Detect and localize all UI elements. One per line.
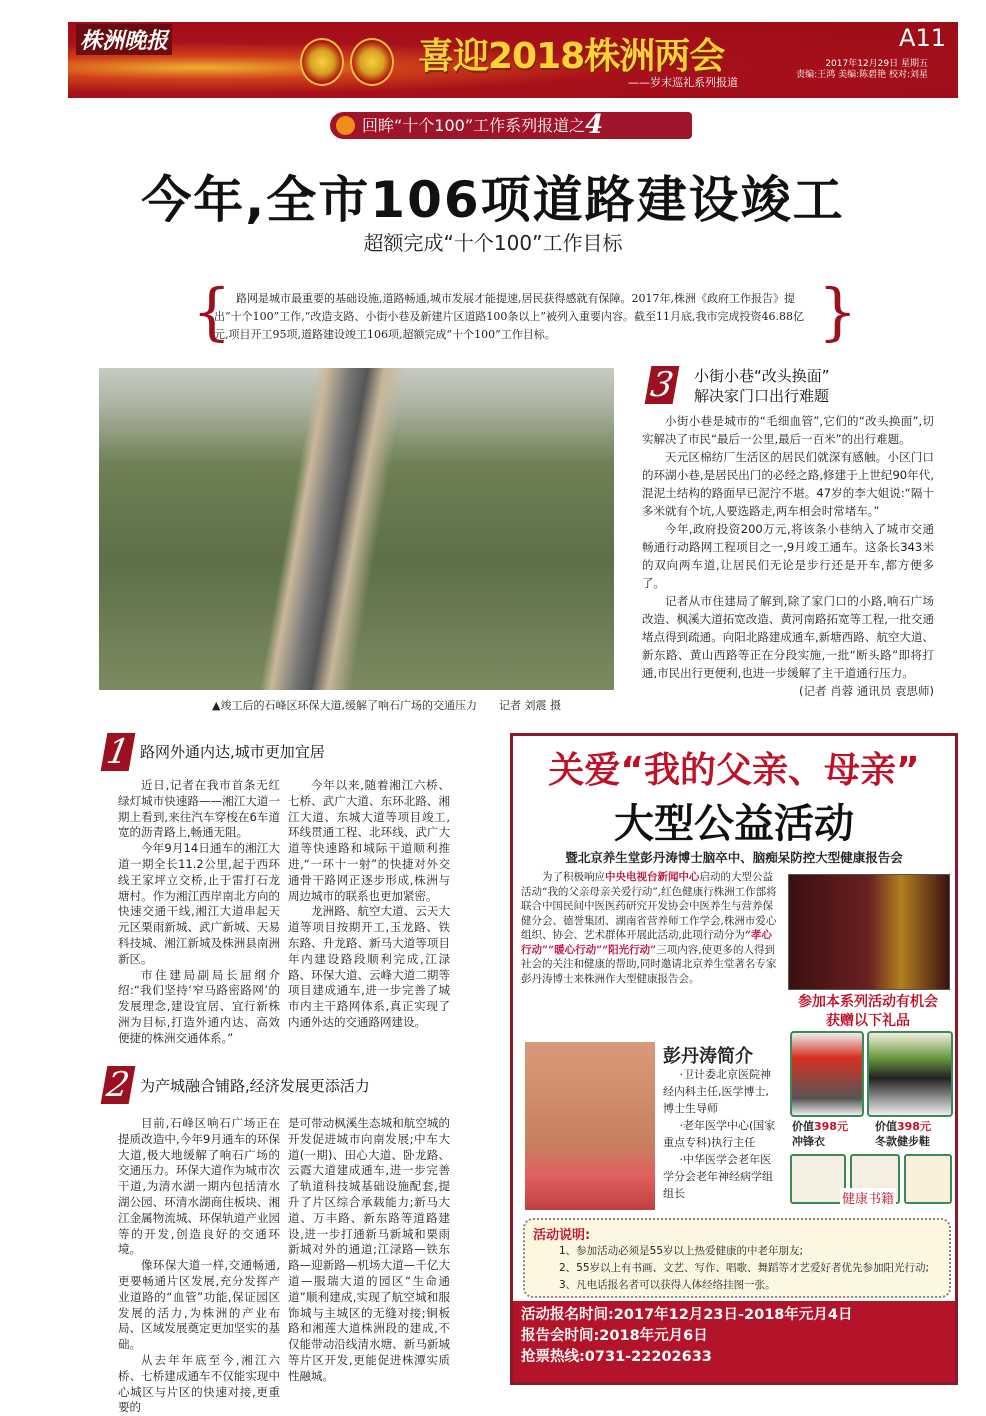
jacket-image bbox=[790, 1031, 864, 1117]
shoes-image bbox=[867, 1031, 953, 1117]
section-2-number: 2 bbox=[101, 1066, 136, 1104]
page-number: A11 bbox=[899, 24, 946, 52]
banner-meta bbox=[796, 59, 928, 81]
report-time: 报告会时间:2018年元月6日 bbox=[521, 1328, 708, 1344]
paragraph: 目前,石峰区响石广场正在提质改造中,今年9月通车的环保大道,极大地缓解了响石广场的交通压力。环保大道作为城市次干道,为清水湖一期内包括清水湖公园、环清水湖商住板块、湘江金属物流城、环保轨道产业园等的开发,创造良好的交通环境。 bbox=[118, 1116, 280, 1257]
meridian-chart-image bbox=[904, 1154, 952, 1204]
bio-list bbox=[663, 1066, 777, 1202]
paragraph: 今年,政府投资200万元,将该条小巷纳入了城市交通畅通行动路网工程项目之一,9月竣工通车。这条长343米的双向两车道,让居民们无论是步行还是开车,都方便多了。 bbox=[642, 522, 934, 590]
section-1-title: 路网外通内达,城市更加宜居 bbox=[140, 743, 325, 761]
paragraph: 从去年年底至今,湘江六桥、七桥建成通车不仅能实现中心城区与片区的快速对接,更重要的 bbox=[118, 1352, 280, 1415]
charity-event-ad bbox=[510, 733, 958, 1385]
paragraph: 记者从市住建局了解到,除了家门口的小路,响石广场改造、枫溪大道拓宽改造、黄河南路拓宽等工程,一批交通堵点得到疏通。向阳北路建成通车,新塘西路、航空大道、新东路、黄山西路等正在分段实施,一批“断头路”即将打通,市民出行更便利,也进一步缓解了主干道通行压力。 bbox=[642, 594, 934, 680]
ad-title-2: 大型公益活动 bbox=[614, 801, 854, 847]
price-label: 价值 bbox=[875, 1120, 897, 1133]
headline: 今年,全市106项道路建设竣工 bbox=[141, 171, 845, 229]
bio-item: ·卫计委北京医院神经内科主任,医学博士,博士生导师 bbox=[663, 1068, 771, 1115]
newspaper-logo: 株洲晚报 bbox=[76, 24, 172, 55]
ticket-hotline: 抢票热线:0731-22202633 bbox=[521, 1349, 712, 1365]
speaker-photo bbox=[525, 1042, 655, 1210]
series-label: 回眸“十个100”工作系列报道之 bbox=[362, 116, 586, 135]
section-2-col2 bbox=[288, 1116, 450, 1385]
prize-shoes bbox=[875, 1119, 931, 1149]
text: 为了积极响应 bbox=[542, 871, 605, 883]
cppcc-emblem-icon bbox=[350, 38, 394, 86]
section-3-title-line2: 解决家门口出行难题 bbox=[694, 387, 830, 405]
section-1-col1 bbox=[118, 778, 280, 1047]
text: 三项内容,使更多的人得到社会的关注和健康的帮助,同时邀请北京养生堂著名专家彭丹涛博士来株洲作大型健康报告会。 bbox=[521, 943, 777, 985]
masthead-banner bbox=[68, 22, 958, 98]
highlight: 中央电视台新闻中心 bbox=[605, 871, 700, 883]
ad-body bbox=[521, 870, 781, 986]
prize-line1: 参加本系列活动有机会 bbox=[798, 994, 938, 1010]
cctv-news-screenshot bbox=[788, 874, 950, 990]
intro-paragraph: 路网是城市最重要的基础设施,道路畅通,城市发展才能提速,居民获得感就有保障。2017年,株洲《政府工作报告》提出“十个100”工作,“改造支路、小街小巷及新建片区道路100条以上”被列入重要内容。截至11月底,我市完成投资46.88亿元,项目开工95项,道路建设竣工106项,超额完成“十个100”工作目标。 bbox=[214, 292, 804, 341]
paragraph: 像环保大道一样,交通畅通,更要畅通片区发展,充分发挥产业道路的“血管”功能,保证园区发展的活力,为株洲的产业布局、区域发展奠定更加坚实的基础。 bbox=[118, 1258, 280, 1352]
issue-date: 2017年12月29日 星期五 bbox=[825, 59, 928, 69]
right-brace-icon: } bbox=[818, 275, 858, 348]
bio-item: ·老年医学中心(国家重点专科)执行主任 bbox=[663, 1119, 776, 1149]
prize-name: 冬款健步鞋 bbox=[875, 1135, 930, 1148]
paragraph: 天元区棉纺厂生活区的居民们就深有感触。小区门口的环湖小巷,是居民出门的必经之路,修建于上世纪90年代,混泥土结构的路面早已泥泞不堪。47岁的李大姐说:“隔十多米就有个坑,人要选路走,两车相会时常堵车。” bbox=[642, 450, 934, 518]
road-aerial-photo bbox=[99, 368, 614, 690]
section-2-col1 bbox=[118, 1116, 280, 1416]
series-tag bbox=[330, 112, 692, 139]
bio-title: 彭丹涛简介 bbox=[663, 1046, 753, 1067]
byline: (记者 肖蓉 通讯员 袁思师) bbox=[799, 684, 934, 698]
note-item: 1、参加活动必须是55岁以上热爱健康的中老年朋友; bbox=[559, 1245, 804, 1257]
signup-time: 活动报名时间:2017年12月23日-2018年元月4日 bbox=[521, 1307, 853, 1323]
paragraph: 小街小巷是城市的“毛细血管”,它们的“改头换面”,切实解决了市民“最后一公里,最后一百米”的出行难题。 bbox=[642, 414, 934, 446]
staff-credits: 责编:王鸿 美编:陈碧艳 校对:刘星 bbox=[796, 70, 928, 80]
price: 398元 bbox=[897, 1120, 931, 1133]
section-2-title: 为产城融合铺路,经济发展更添活力 bbox=[140, 1077, 370, 1095]
section-1-number: 1 bbox=[101, 733, 136, 771]
price: 398元 bbox=[814, 1120, 848, 1133]
subheadline: 超额完成“十个100”工作目标 bbox=[363, 231, 623, 255]
ad-footer bbox=[513, 1301, 955, 1382]
notes-title: 活动说明: bbox=[533, 1228, 591, 1243]
prize-heading bbox=[778, 993, 958, 1031]
section-1-col2 bbox=[288, 778, 450, 1031]
banner-title: 喜迎2018株洲两会 bbox=[418, 36, 725, 77]
prize-name: 冲锋衣 bbox=[792, 1135, 825, 1148]
paragraph: 今年以来,随着湘江六桥、七桥、武广大道、东环北路、湘江大道、东城大道等项目竣工,环线贯通工程、北环线、武广大道等快速路和城际干道顺利推进,“一环十一射”的快捷对外交通骨干路网正逐步形成,株洲与周边城市的联系也更加紧密。 bbox=[288, 778, 450, 903]
note-item: 3、凡电话报名者可以获得人体经络挂图一张。 bbox=[559, 1279, 776, 1291]
series-number: 4 bbox=[585, 110, 604, 140]
bio-item: ·中华医学会老年医学分会老年神经病学组组长 bbox=[663, 1153, 773, 1200]
paragraph: 市住建局副局长屈纲介绍:“我们坚持‘窄马路密路网’的发展理念,建设宜居、宜行新株洲为目标,打造外通内达、高效便捷的株洲交通体系。” bbox=[118, 967, 280, 1045]
note-item: 2、55岁以上有书画、文艺、写作、唱歌、舞蹈等才艺爱好者优先参加阳光行动; bbox=[559, 1262, 930, 1274]
section-3-title-line1: 小街小巷“改头换面” bbox=[694, 367, 830, 385]
left-brace-icon: { bbox=[192, 275, 232, 348]
paragraph: 龙洲路、航空大道、云天大道等项目按期开工,玉龙路、铁东路、升龙路、新马大道等项目年内建设路段顺利完成,江渌路、环保大道、云峰大道二期等项目建成通车,进一步完善了城市内主干路网体系,真正实现了内通外达的交通路网建设。 bbox=[288, 904, 450, 1029]
photo-caption: ▲竣工后的石峰区环保大道,缓解了响石广场的交通压力 记者 刘震 摄 bbox=[212, 699, 561, 712]
highlight: “孝心行动”“暖心行动”“阳光行动” bbox=[521, 929, 772, 956]
section-3-title bbox=[694, 366, 830, 406]
paragraph: 今年9月14日通车的湘江大道一期全长11.2公里,起于西环线王家坪立交桥,止于雷打石龙塘村。作为湘江西岸南北方向的快速交通干线,湘江大道串起天元区栗雨新城、武广新城、天易科技城、湘江新城及株洲县南洲新区。 bbox=[118, 841, 280, 966]
banner-subtitle: ——岁末巡礼系列报道 bbox=[628, 76, 738, 89]
ad-subtitle: 暨北京养生堂彭丹涛博士脑卒中、脑痴呆防控大型健康报告会 bbox=[565, 850, 903, 865]
books-label: 健康书籍 bbox=[840, 1188, 896, 1207]
ad-title: 关爱“我的父亲、母亲” bbox=[548, 750, 920, 791]
price-label: 价值 bbox=[792, 1120, 814, 1133]
paragraph: 是可带动枫溪生态城和航空城的开发促进城市向南发展;中车大道(一期)、田心大道、卧龙路、云霞大道建成通车,进一步完善了轨道科技城基础设施配套,提升了片区综合承载能力;新马大道、万丰路、新东路等道路建设,进一步打通新马新城和栗雨新城对外的通道;江渌路—铁东路—迎新路—机场大道—千亿大道—服瑞大道的园区“生命通道”顺利建成,实现了航空城和服饰城与主城区的无缝对接;铜板路和湘莲大道株洲段的建成,不仅能带动沿线清水塘、新马新城等片区开发,更能促进株潭实质性融城。 bbox=[288, 1116, 450, 1383]
paragraph: 近日,记者在我市首条无红绿灯城市快速路——湘江大道一期上看到,来往汽车穿梭在6车道宽的沥青路上,畅通无阻。 bbox=[118, 778, 280, 840]
activity-notes bbox=[523, 1218, 951, 1298]
section-3-number: 3 bbox=[645, 366, 680, 404]
prize-jacket bbox=[792, 1119, 848, 1149]
text: 启动的大型公益活动“我的父亲母亲关爱行动”,红色健康行株洲工作部将联合中国民间中医医药研究开发协会中医养生与营养保健分会、德誉集团、湖南省营养师工作学会,株洲市爱心组织、协会、艺术群体开展此活动,此项行动分为 bbox=[521, 871, 777, 941]
book-image bbox=[790, 1154, 846, 1204]
prize-line2: 获赠以下礼品 bbox=[826, 1013, 910, 1029]
national-emblem-icon bbox=[300, 38, 344, 86]
section-3-body bbox=[642, 412, 934, 700]
